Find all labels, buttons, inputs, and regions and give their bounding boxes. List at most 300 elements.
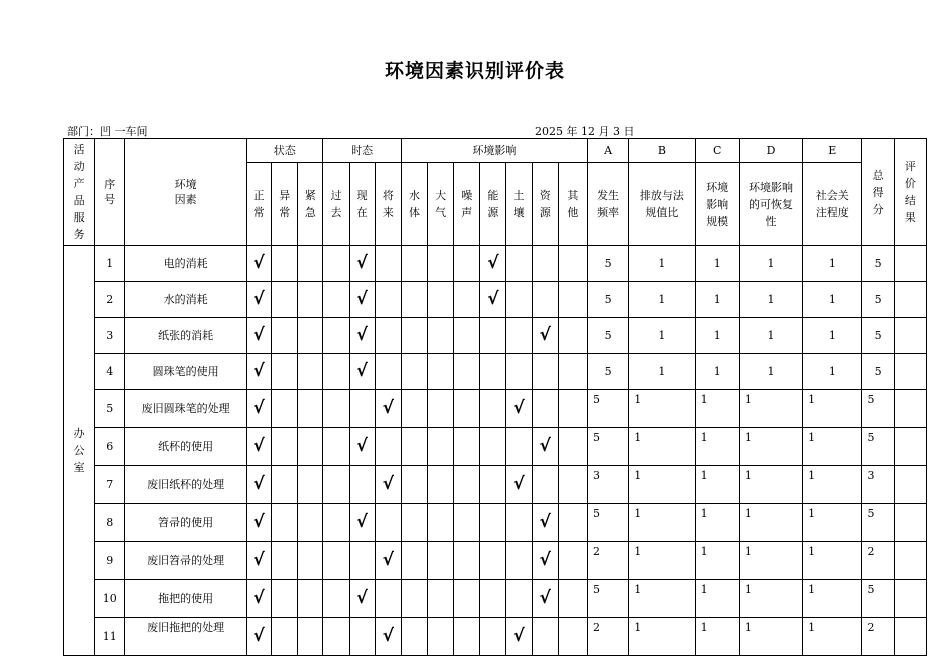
score-e-cell: 1	[803, 466, 862, 504]
check-mark-cell	[247, 428, 272, 466]
total-score-cell: 2	[862, 618, 894, 656]
total-score-cell: 5	[862, 390, 894, 428]
check-mark-icon: √	[539, 512, 551, 532]
check-mark-icon: √	[382, 626, 394, 646]
score-c-cell: 1	[695, 504, 739, 542]
seq-cell: 3	[95, 318, 125, 354]
check-mark-icon: √	[382, 550, 394, 570]
score-a-cell: 5	[587, 282, 628, 318]
empty-mark-cell	[558, 618, 587, 656]
score-e-cell: 1	[803, 428, 862, 466]
empty-mark-cell	[272, 318, 298, 354]
result-cell	[894, 504, 926, 542]
table-row	[64, 542, 927, 580]
check-mark-icon: √	[539, 550, 551, 570]
empty-mark-cell	[506, 282, 532, 318]
score-e-cell: 1	[803, 390, 862, 428]
seq-cell: 1	[95, 246, 125, 282]
check-mark-icon: √	[487, 253, 499, 273]
empty-mark-cell	[349, 542, 375, 580]
empty-mark-cell	[428, 428, 454, 466]
header-row-1	[64, 139, 927, 163]
empty-mark-cell	[323, 466, 349, 504]
empty-mark-cell	[454, 618, 480, 656]
empty-mark-cell	[558, 542, 587, 580]
total-score-cell: 5	[862, 504, 894, 542]
empty-mark-cell	[401, 618, 427, 656]
d-header: D	[739, 139, 802, 163]
check-mark-cell	[247, 246, 272, 282]
b-subheader: 排放与法 规值比	[629, 163, 695, 246]
score-b-cell: 1	[629, 318, 695, 354]
d-subheader: 环境影响 的可恢复 性	[739, 163, 802, 246]
score-b-cell: 1	[629, 580, 695, 618]
score-c-cell: 1	[695, 428, 739, 466]
score-e-cell: 1	[803, 580, 862, 618]
empty-mark-cell	[375, 504, 401, 542]
empty-mark-cell	[323, 318, 349, 354]
check-mark-cell	[349, 282, 375, 318]
check-mark-cell	[349, 354, 375, 390]
score-b-cell: 1	[629, 354, 695, 390]
total-score-cell: 5	[862, 580, 894, 618]
empty-mark-cell	[480, 390, 506, 428]
a-header: A	[587, 139, 628, 163]
factor-cell: 废旧拖把的处理	[125, 618, 247, 656]
seq-cell: 11	[95, 618, 125, 656]
score-b-cell: 1	[629, 466, 695, 504]
score-a-cell: 5	[587, 246, 628, 282]
score-b-cell: 1	[629, 542, 695, 580]
score-c-cell: 1	[695, 354, 739, 390]
check-mark-cell	[375, 466, 401, 504]
empty-mark-cell	[272, 246, 298, 282]
check-mark-icon: √	[382, 398, 394, 418]
result-header: 评 价 结 果	[894, 139, 926, 246]
empty-mark-cell	[506, 580, 532, 618]
impact-subheader-4: 土 壤	[506, 163, 532, 246]
empty-mark-cell	[272, 282, 298, 318]
total-header: 总 得 分	[862, 139, 894, 246]
check-mark-icon: √	[513, 398, 525, 418]
empty-mark-cell	[401, 282, 427, 318]
empty-mark-cell	[506, 246, 532, 282]
empty-mark-cell	[428, 246, 454, 282]
empty-mark-cell	[401, 542, 427, 580]
page-title: 环境因素识别评价表	[384, 60, 565, 82]
check-mark-cell	[349, 580, 375, 618]
check-mark-icon: √	[253, 550, 265, 570]
check-mark-icon: √	[356, 361, 368, 381]
tense-subheader-0: 过 去	[323, 163, 349, 246]
empty-mark-cell	[480, 580, 506, 618]
score-c-cell: 1	[695, 318, 739, 354]
score-e-cell: 1	[803, 246, 862, 282]
empty-mark-cell	[428, 542, 454, 580]
check-mark-icon: √	[539, 588, 551, 608]
check-mark-cell	[506, 466, 532, 504]
check-mark-cell	[349, 246, 375, 282]
score-b-cell: 1	[629, 390, 695, 428]
department-label: 部门：凹 一车间	[67, 125, 148, 138]
empty-mark-cell	[454, 390, 480, 428]
empty-mark-cell	[558, 354, 587, 390]
score-b-cell: 1	[629, 282, 695, 318]
table-body	[64, 246, 927, 656]
total-score-cell: 3	[862, 466, 894, 504]
factor-cell: 圆珠笔的使用	[125, 354, 247, 390]
empty-mark-cell	[298, 354, 323, 390]
score-c-cell: 1	[695, 390, 739, 428]
empty-mark-cell	[323, 282, 349, 318]
check-mark-icon: √	[253, 325, 265, 345]
c-subheader: 环境 影响 规模	[695, 163, 739, 246]
score-a-cell: 5	[587, 504, 628, 542]
score-a-cell: 5	[587, 580, 628, 618]
total-score-cell: 5	[862, 354, 894, 390]
empty-mark-cell	[480, 428, 506, 466]
score-a-cell: 2	[587, 542, 628, 580]
table-row	[64, 390, 927, 428]
empty-mark-cell	[428, 282, 454, 318]
check-mark-icon: √	[356, 289, 368, 309]
check-mark-icon: √	[539, 436, 551, 456]
total-score-cell: 5	[862, 428, 894, 466]
factor-cell: 笤帚的使用	[125, 504, 247, 542]
check-mark-cell	[375, 542, 401, 580]
table-row	[64, 618, 927, 656]
score-e-cell: 1	[803, 504, 862, 542]
check-mark-cell	[506, 390, 532, 428]
score-d-cell: 1	[739, 246, 802, 282]
score-d-cell: 1	[739, 542, 802, 580]
factor-cell: 纸杯的使用	[125, 428, 247, 466]
empty-mark-cell	[506, 428, 532, 466]
empty-mark-cell	[428, 618, 454, 656]
total-score-cell: 5	[862, 282, 894, 318]
check-mark-cell	[247, 390, 272, 428]
check-mark-icon: √	[356, 436, 368, 456]
check-mark-cell	[532, 504, 558, 542]
score-d-cell: 1	[739, 580, 802, 618]
score-d-cell: 1	[739, 282, 802, 318]
empty-mark-cell	[506, 318, 532, 354]
score-d-cell: 1	[739, 466, 802, 504]
check-mark-icon: √	[253, 626, 265, 646]
check-mark-cell	[349, 428, 375, 466]
check-mark-cell	[247, 318, 272, 354]
empty-mark-cell	[480, 318, 506, 354]
empty-mark-cell	[349, 466, 375, 504]
check-mark-icon: √	[487, 289, 499, 309]
table-row	[64, 504, 927, 542]
state-subheader-1: 异 常	[272, 163, 298, 246]
empty-mark-cell	[454, 580, 480, 618]
c-header: C	[695, 139, 739, 163]
factor-cell: 废旧纸杯的处理	[125, 466, 247, 504]
score-d-cell: 1	[739, 390, 802, 428]
tense-subheader-1: 现 在	[349, 163, 375, 246]
empty-mark-cell	[323, 354, 349, 390]
score-e-cell: 1	[803, 354, 862, 390]
factor-cell: 废旧圆珠笔的处理	[125, 390, 247, 428]
check-mark-icon: √	[356, 588, 368, 608]
empty-mark-cell	[454, 282, 480, 318]
check-mark-icon: √	[253, 436, 265, 456]
total-score-cell: 5	[862, 246, 894, 282]
empty-mark-cell	[298, 428, 323, 466]
empty-mark-cell	[480, 504, 506, 542]
empty-mark-cell	[375, 354, 401, 390]
empty-mark-cell	[298, 542, 323, 580]
score-e-cell: 1	[803, 542, 862, 580]
check-mark-cell	[247, 618, 272, 656]
empty-mark-cell	[454, 246, 480, 282]
score-d-cell: 1	[739, 428, 802, 466]
score-a-cell: 5	[587, 318, 628, 354]
score-b-cell: 1	[629, 428, 695, 466]
score-e-cell: 1	[803, 618, 862, 656]
empty-mark-cell	[272, 618, 298, 656]
empty-mark-cell	[454, 504, 480, 542]
factor-cell: 拖把的使用	[125, 580, 247, 618]
result-cell	[894, 246, 926, 282]
empty-mark-cell	[558, 466, 587, 504]
score-d-cell: 1	[739, 354, 802, 390]
result-cell	[894, 618, 926, 656]
check-mark-cell	[349, 318, 375, 354]
empty-mark-cell	[428, 580, 454, 618]
check-mark-cell	[247, 466, 272, 504]
score-a-cell: 3	[587, 466, 628, 504]
e-subheader: 社会关 注程度	[803, 163, 862, 246]
empty-mark-cell	[428, 466, 454, 504]
empty-mark-cell	[480, 466, 506, 504]
check-mark-cell	[532, 542, 558, 580]
activity-group-cell: 办 公 室	[64, 246, 95, 656]
tense-subheader-2: 将 来	[375, 163, 401, 246]
result-cell	[894, 466, 926, 504]
impact-group-header: 环境影响	[401, 139, 587, 163]
empty-mark-cell	[298, 466, 323, 504]
empty-mark-cell	[272, 542, 298, 580]
empty-mark-cell	[558, 282, 587, 318]
empty-mark-cell	[532, 354, 558, 390]
seq-cell: 9	[95, 542, 125, 580]
empty-mark-cell	[558, 504, 587, 542]
empty-mark-cell	[349, 390, 375, 428]
empty-mark-cell	[298, 318, 323, 354]
empty-mark-cell	[401, 318, 427, 354]
empty-mark-cell	[272, 390, 298, 428]
check-mark-icon: √	[253, 588, 265, 608]
empty-mark-cell	[323, 542, 349, 580]
empty-mark-cell	[401, 428, 427, 466]
empty-mark-cell	[532, 246, 558, 282]
empty-mark-cell	[480, 542, 506, 580]
check-mark-cell	[375, 618, 401, 656]
check-mark-icon: √	[356, 325, 368, 345]
empty-mark-cell	[375, 282, 401, 318]
check-mark-icon: √	[356, 253, 368, 273]
check-mark-icon: √	[356, 512, 368, 532]
result-cell	[894, 542, 926, 580]
table-row	[64, 282, 927, 318]
check-mark-icon: √	[253, 474, 265, 494]
impact-subheader-1: 大 气	[428, 163, 454, 246]
empty-mark-cell	[558, 428, 587, 466]
result-cell	[894, 282, 926, 318]
empty-mark-cell	[506, 504, 532, 542]
empty-mark-cell	[323, 246, 349, 282]
empty-mark-cell	[558, 246, 587, 282]
empty-mark-cell	[401, 504, 427, 542]
factor-cell: 废旧笤帚的处理	[125, 542, 247, 580]
impact-subheader-3: 能 源	[480, 163, 506, 246]
seq-header: 序 号	[95, 139, 125, 246]
table-row	[64, 354, 927, 390]
impact-subheader-6: 其 他	[558, 163, 587, 246]
empty-mark-cell	[558, 390, 587, 428]
empty-mark-cell	[454, 354, 480, 390]
check-mark-icon: √	[253, 289, 265, 309]
score-e-cell: 1	[803, 318, 862, 354]
score-c-cell: 1	[695, 618, 739, 656]
empty-mark-cell	[401, 580, 427, 618]
check-mark-icon: √	[253, 361, 265, 381]
seq-cell: 4	[95, 354, 125, 390]
check-mark-cell	[532, 428, 558, 466]
seq-cell: 10	[95, 580, 125, 618]
check-mark-icon: √	[513, 626, 525, 646]
score-a-cell: 5	[587, 428, 628, 466]
b-header: B	[629, 139, 695, 163]
empty-mark-cell	[454, 466, 480, 504]
total-score-cell: 2	[862, 542, 894, 580]
empty-mark-cell	[272, 504, 298, 542]
result-cell	[894, 390, 926, 428]
empty-mark-cell	[480, 618, 506, 656]
empty-mark-cell	[454, 428, 480, 466]
empty-mark-cell	[506, 542, 532, 580]
check-mark-cell	[247, 580, 272, 618]
seq-cell: 7	[95, 466, 125, 504]
table-row	[64, 318, 927, 354]
empty-mark-cell	[323, 618, 349, 656]
check-mark-icon: √	[253, 253, 265, 273]
result-cell	[894, 354, 926, 390]
check-mark-cell	[532, 580, 558, 618]
check-mark-icon: √	[253, 398, 265, 418]
empty-mark-cell	[323, 504, 349, 542]
result-cell	[894, 318, 926, 354]
empty-mark-cell	[272, 354, 298, 390]
empty-mark-cell	[454, 318, 480, 354]
empty-mark-cell	[401, 390, 427, 428]
empty-mark-cell	[375, 318, 401, 354]
seq-cell: 6	[95, 428, 125, 466]
check-mark-icon: √	[513, 474, 525, 494]
empty-mark-cell	[480, 354, 506, 390]
empty-mark-cell	[428, 318, 454, 354]
check-mark-cell	[506, 618, 532, 656]
empty-mark-cell	[323, 390, 349, 428]
empty-mark-cell	[532, 618, 558, 656]
score-b-cell: 1	[629, 246, 695, 282]
score-b-cell: 1	[629, 618, 695, 656]
score-d-cell: 1	[739, 618, 802, 656]
empty-mark-cell	[532, 282, 558, 318]
check-mark-cell	[480, 246, 506, 282]
evaluation-table	[63, 138, 927, 656]
factor-cell: 纸张的消耗	[125, 318, 247, 354]
factor-cell: 电的消耗	[125, 246, 247, 282]
impact-subheader-2: 噪 声	[454, 163, 480, 246]
seq-cell: 8	[95, 504, 125, 542]
empty-mark-cell	[558, 318, 587, 354]
result-cell	[894, 580, 926, 618]
empty-mark-cell	[349, 618, 375, 656]
table-row	[64, 428, 927, 466]
empty-mark-cell	[298, 504, 323, 542]
empty-mark-cell	[298, 246, 323, 282]
check-mark-cell	[349, 504, 375, 542]
empty-mark-cell	[428, 390, 454, 428]
empty-mark-cell	[298, 282, 323, 318]
score-d-cell: 1	[739, 504, 802, 542]
check-mark-cell	[375, 390, 401, 428]
activity-header: 活 动 产 品 服 务	[64, 139, 95, 246]
check-mark-cell	[532, 318, 558, 354]
score-b-cell: 1	[629, 504, 695, 542]
table-row	[64, 466, 927, 504]
factor-header: 环境 因素	[125, 139, 247, 246]
empty-mark-cell	[323, 428, 349, 466]
state-subheader-0: 正 常	[247, 163, 272, 246]
date-label: 2025 年 12 月 3 日	[535, 125, 635, 138]
seq-cell: 2	[95, 282, 125, 318]
empty-mark-cell	[428, 504, 454, 542]
empty-mark-cell	[558, 580, 587, 618]
empty-mark-cell	[272, 580, 298, 618]
score-a-cell: 5	[587, 354, 628, 390]
a-subheader: 发生 频率	[587, 163, 628, 246]
check-mark-cell	[247, 282, 272, 318]
check-mark-cell	[247, 504, 272, 542]
empty-mark-cell	[272, 428, 298, 466]
empty-mark-cell	[401, 246, 427, 282]
result-cell	[894, 428, 926, 466]
empty-mark-cell	[298, 618, 323, 656]
empty-mark-cell	[532, 466, 558, 504]
score-a-cell: 5	[587, 390, 628, 428]
check-mark-cell	[480, 282, 506, 318]
impact-subheader-0: 水 体	[401, 163, 427, 246]
score-c-cell: 1	[695, 246, 739, 282]
score-e-cell: 1	[803, 282, 862, 318]
seq-cell: 5	[95, 390, 125, 428]
empty-mark-cell	[272, 466, 298, 504]
empty-mark-cell	[323, 580, 349, 618]
state-group-header: 状态	[247, 139, 323, 163]
check-mark-cell	[247, 354, 272, 390]
e-header: E	[803, 139, 862, 163]
empty-mark-cell	[375, 428, 401, 466]
check-mark-icon: √	[382, 474, 394, 494]
empty-mark-cell	[401, 354, 427, 390]
score-c-cell: 1	[695, 542, 739, 580]
tense-group-header: 时态	[323, 139, 401, 163]
